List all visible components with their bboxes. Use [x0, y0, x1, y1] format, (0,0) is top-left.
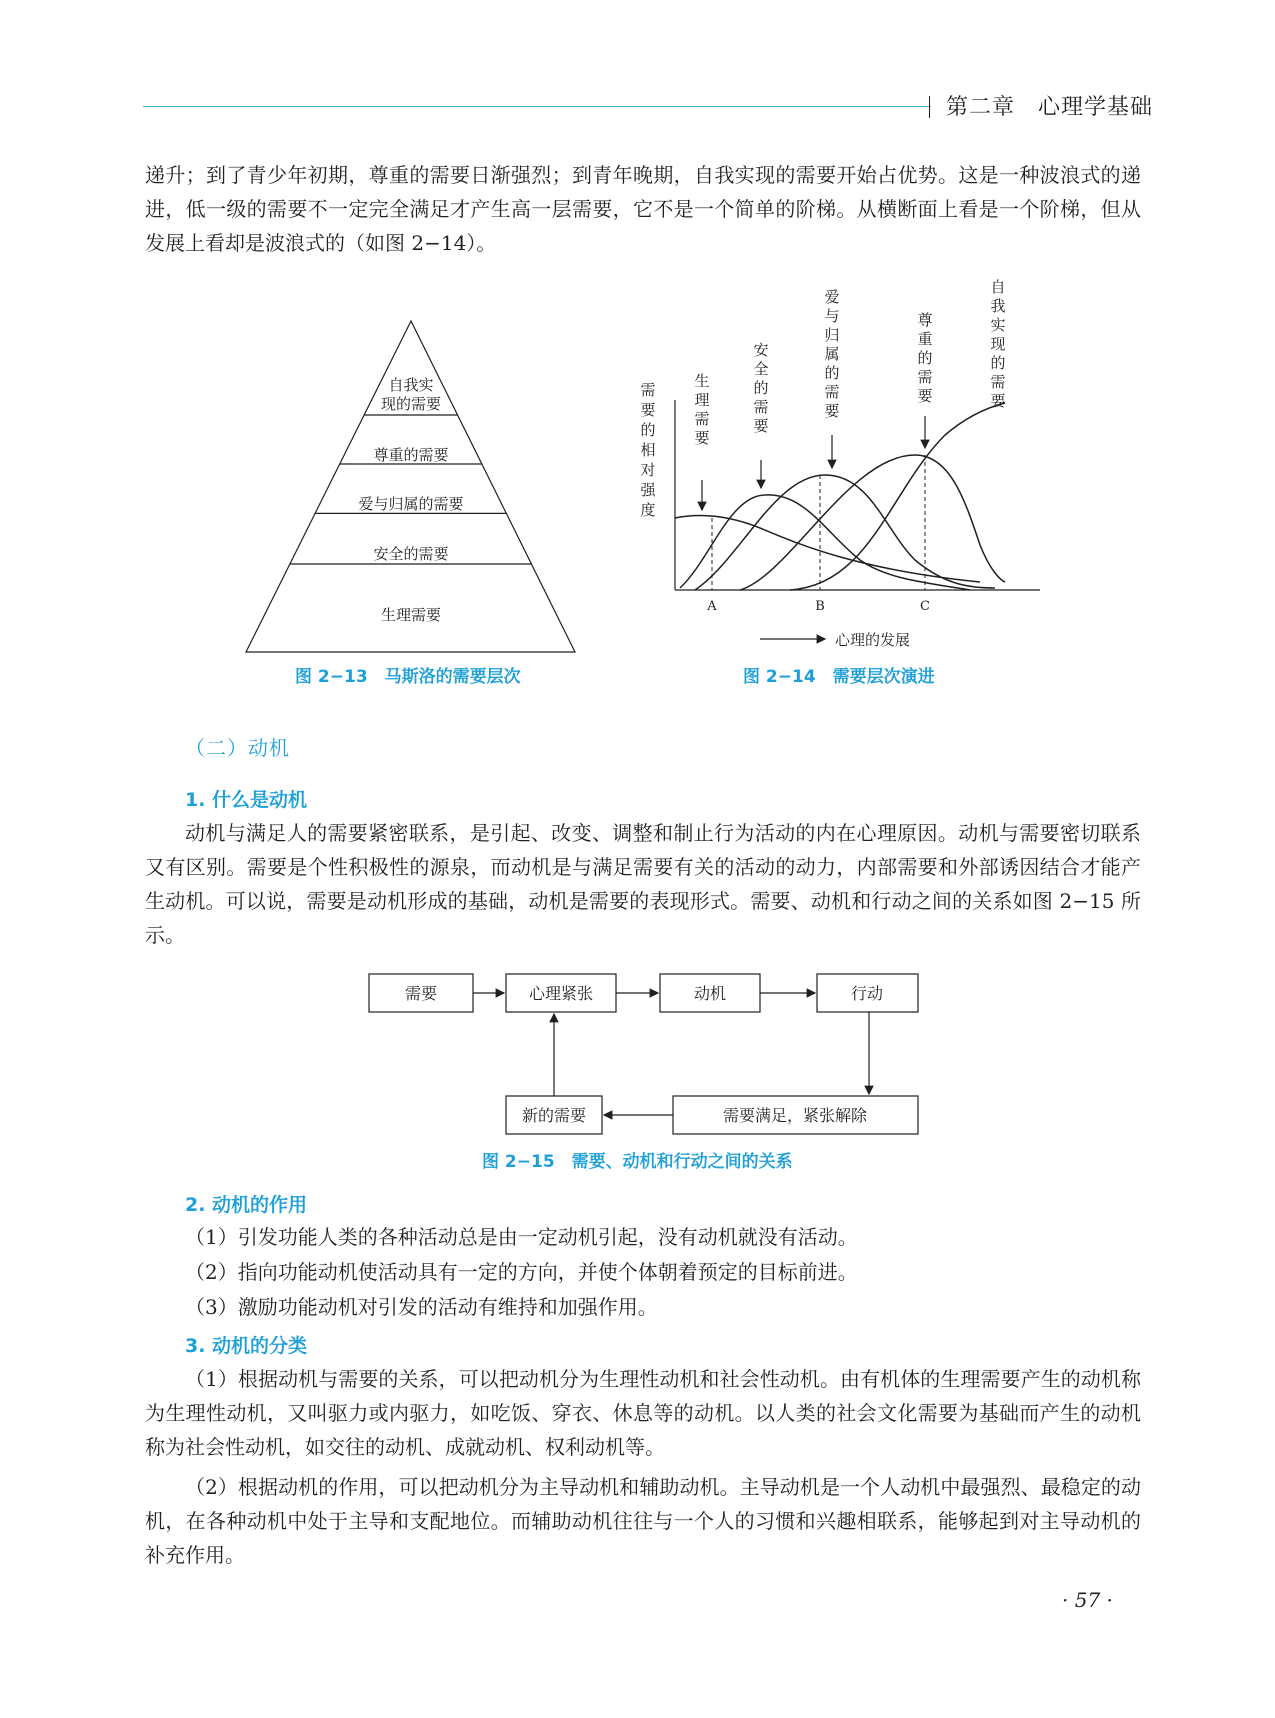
svg-text:重: 重	[917, 330, 933, 348]
label-physiological	[694, 372, 709, 510]
svg-text:的: 的	[824, 364, 840, 382]
pyramid-level-self-2: 现的需要	[380, 395, 442, 413]
svg-text:要: 要	[694, 429, 710, 447]
maslow-pyramid	[240, 318, 580, 658]
y-label-2: 的	[640, 421, 656, 439]
pyramid-level-physiological: 生理需要	[380, 606, 442, 624]
y-label-5: 强	[640, 481, 656, 499]
label-esteem	[917, 311, 932, 448]
figure-2-13-caption: 图 2−13 马斯洛的需要层次	[295, 667, 521, 687]
pyramid-level-love: 爱与归属的需要	[358, 495, 464, 513]
svg-text:心理紧张: 心理紧张	[528, 984, 594, 1003]
svg-text:需要: 需要	[404, 984, 438, 1003]
label-love	[824, 288, 839, 468]
header-divider	[929, 96, 930, 118]
svg-text:动机: 动机	[693, 984, 727, 1003]
function-item-1: （1）引发功能人类的各种活动总是由一定动机引起，没有动机就没有活动。	[185, 1225, 858, 1249]
svg-text:要: 要	[824, 402, 840, 420]
intro-paragraph: 递升；到了青少年初期，尊重的需要日渐强烈；到青年晚期，自我实现的需要开始占优势。这是一种波浪式的递进，低一级的需要不一定完全满足才产生高一层需要，它不是一个简单的阶梯。从横断面上看是一个阶梯，但从发展上看却是波浪式的（如图 2−14）。	[145, 163, 1141, 255]
svg-text:要: 要	[990, 392, 1006, 410]
svg-text:行动: 行动	[850, 984, 884, 1003]
svg-text:现: 现	[990, 335, 1006, 353]
classification-paragraph-2: （2）根据动机的作用，可以把动机分为主导动机和辅助动机。主导动机是一个人动机中最强烈、最稳定的动机，在各种动机中处于主导和支配地位。而辅助动机往往与一个人的习惯和兴趣相联系，能够起到对主导动机的补充作用。	[145, 1475, 1141, 1567]
curve-physiological	[675, 516, 980, 582]
label-safety	[753, 341, 768, 488]
svg-text:与: 与	[824, 307, 840, 325]
chapter-title: 第二章 心理学基础	[946, 95, 1154, 120]
y-label-1: 要	[640, 401, 656, 419]
svg-text:需: 需	[990, 373, 1006, 391]
y-label-4: 对	[640, 461, 656, 479]
svg-text:我: 我	[990, 297, 1006, 315]
svg-text:爱: 爱	[824, 288, 840, 306]
svg-text:新的需要: 新的需要	[521, 1106, 587, 1125]
section-title: （二）动机	[185, 736, 290, 760]
svg-text:生: 生	[694, 372, 710, 390]
y-label-3: 相	[640, 441, 656, 459]
svg-text:的: 的	[917, 349, 933, 367]
x-tick-B: B	[815, 599, 825, 614]
svg-text:需要满足，紧张解除: 需要满足，紧张解除	[722, 1106, 868, 1125]
classification-paragraph-1: （1）根据动机与需要的关系，可以把动机分为生理性动机和社会性动机。由有机体的生理需要产生的动机称为生理性动机，又叫驱力或内驱力，如吃饭、穿衣、休息等的动机。以人类的社会文化需要为基础而产生的动机称为社会性动机，如交往的动机、成就动机、权利动机等。	[145, 1367, 1141, 1459]
svg-text:安: 安	[753, 341, 769, 359]
subsection-1-paragraph: 动机与满足人的需要紧密联系，是引起、改变、调整和制止行为活动的内在心理原因。动机与需要密切联系又有区别。需要是个性积极性的源泉，而动机是与满足需要有关的活动的动力，内部需要和外部诱因结合才能产生动机。可以说，需要是动机形成的基础，动机是需要的表现形式。需要、动机和行动之间的关系如图 2−15 所示。	[145, 821, 1141, 947]
function-item-3: （3）激励功能动机对引发的活动有维持和加强作用。	[185, 1295, 658, 1319]
header-rule	[143, 106, 931, 107]
curve-esteem	[740, 455, 1005, 590]
svg-text:的: 的	[753, 379, 769, 397]
figure-2-15-caption: 图 2−15 需要、动机和行动之间的关系	[482, 1152, 793, 1172]
svg-text:要: 要	[753, 417, 769, 435]
pyramid-level-safety: 安全的需要	[373, 545, 449, 563]
subsection-2-title: 2. 动机的作用	[185, 1194, 308, 1216]
svg-text:需: 需	[694, 410, 710, 428]
svg-text:自: 自	[990, 278, 1006, 296]
svg-text:属: 属	[824, 345, 840, 363]
subsection-1-title: 1. 什么是动机	[185, 789, 308, 811]
function-item-2: （2）指向功能动机使活动具有一定的方向，并使个体朝着预定的目标前进。	[185, 1260, 858, 1284]
motivation-flow-diagram	[365, 968, 925, 1138]
needs-evolution-chart	[620, 270, 1060, 660]
svg-text:全: 全	[753, 360, 769, 378]
svg-text:需: 需	[824, 383, 840, 401]
page-number: · 57 ·	[1062, 1588, 1113, 1612]
x-tick-A: A	[707, 599, 717, 614]
pyramid-level-self-1: 自我实	[388, 376, 434, 394]
svg-text:的: 的	[990, 354, 1006, 372]
subsection-3-title: 3. 动机的分类	[185, 1335, 308, 1357]
svg-text:理: 理	[694, 391, 710, 409]
curve-self-actualization	[790, 403, 1005, 590]
svg-text:归: 归	[824, 326, 840, 344]
svg-text:尊: 尊	[917, 311, 933, 329]
label-self-actualization	[990, 278, 1005, 410]
x-tick-C: C	[920, 599, 930, 614]
y-label-0: 需	[640, 381, 656, 399]
svg-text:实: 实	[990, 316, 1006, 334]
svg-text:需: 需	[917, 368, 933, 386]
y-label-6: 度	[640, 501, 656, 519]
svg-text:需: 需	[753, 398, 769, 416]
pyramid-level-esteem: 尊重的需要	[373, 446, 449, 464]
svg-text:要: 要	[917, 387, 933, 405]
x-axis-label: 心理的发展	[835, 631, 911, 649]
figure-2-14-caption: 图 2−14 需要层次演进	[743, 667, 935, 687]
